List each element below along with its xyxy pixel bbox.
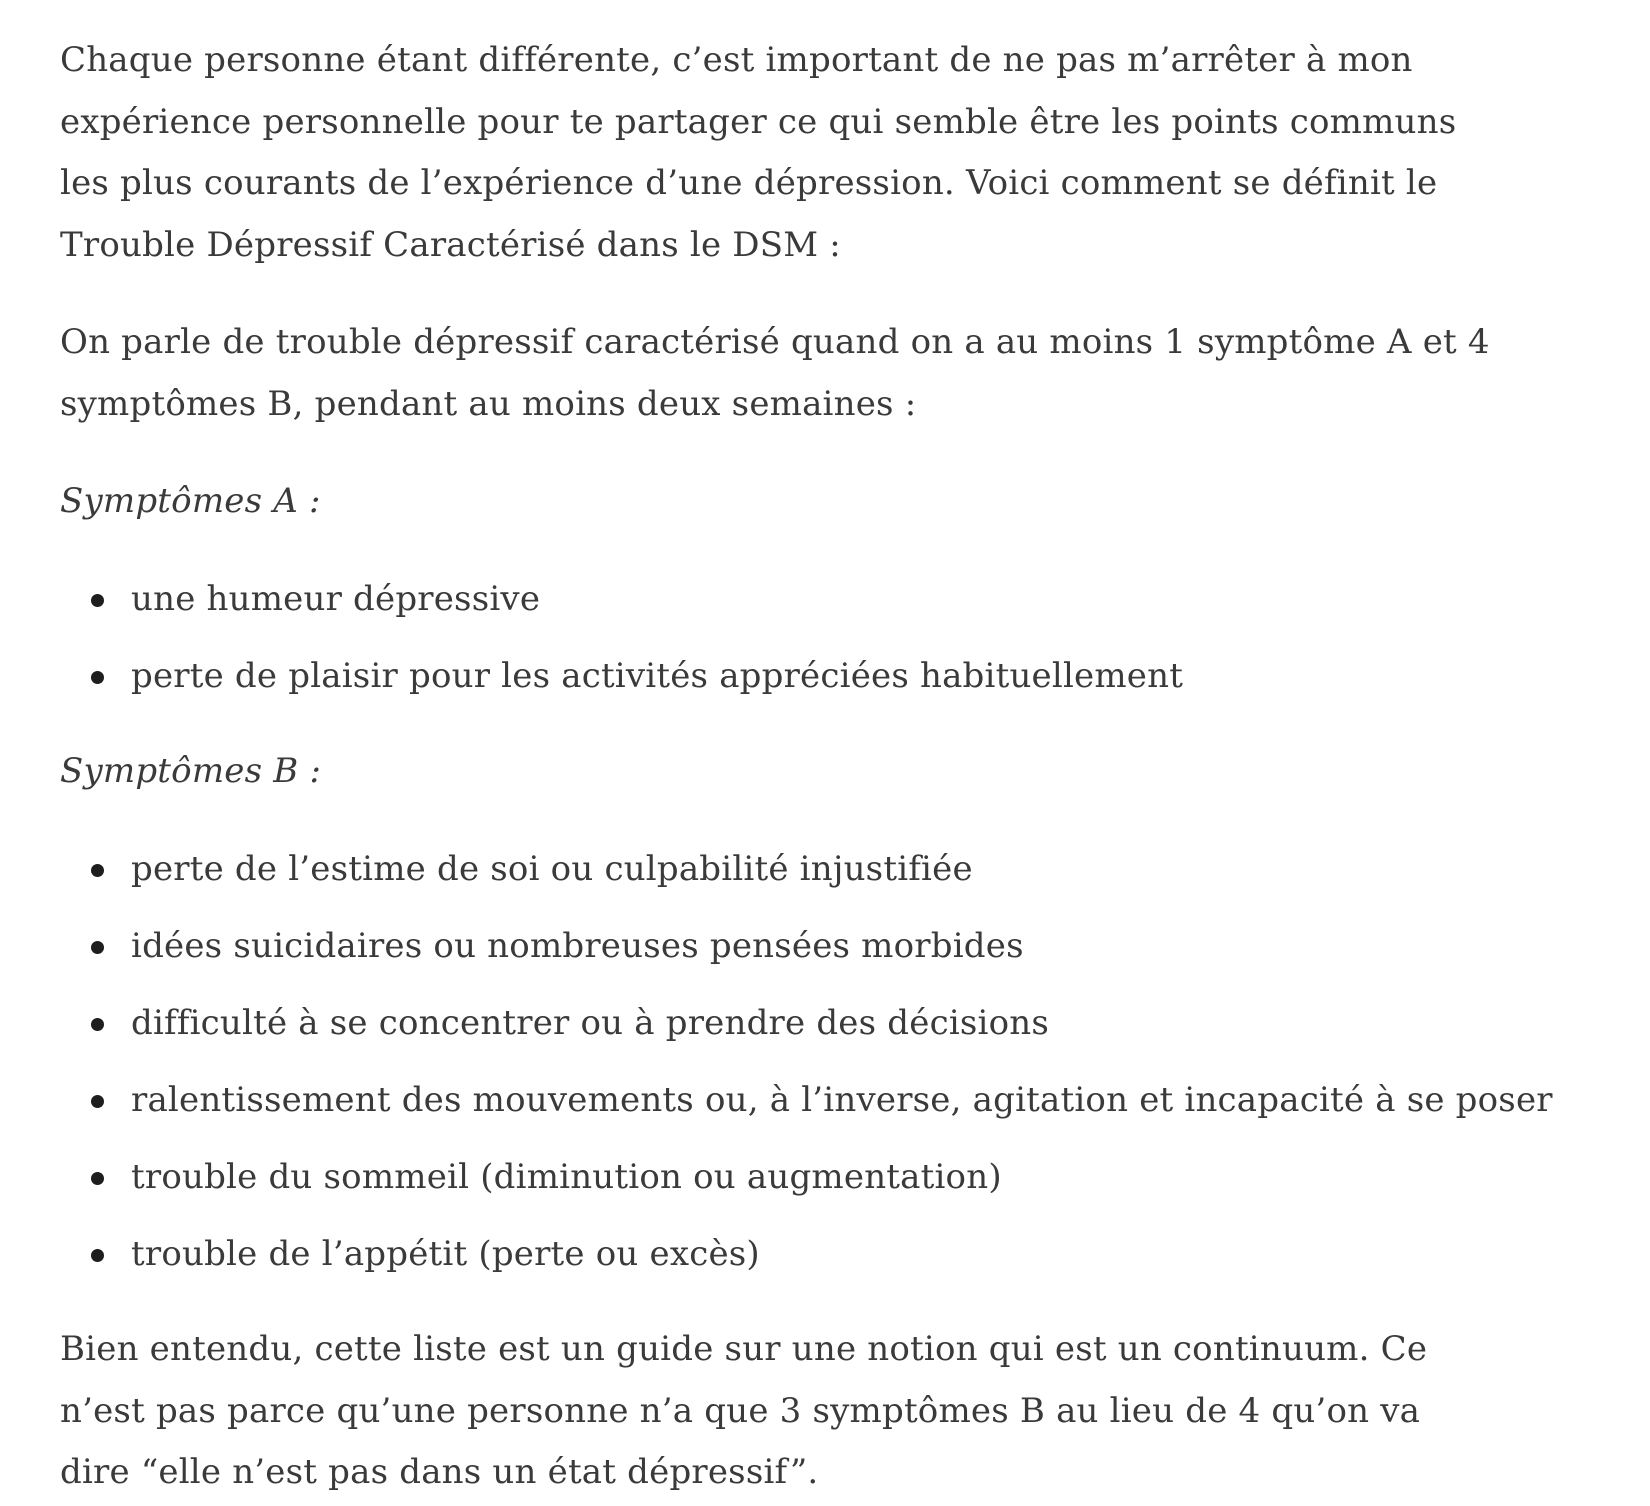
symptoms-b-list (60, 839, 1590, 1286)
symptoms-a-heading: Symptômes A : (60, 481, 321, 521)
list-item (60, 1070, 1590, 1132)
bullet-dot-icon (91, 1172, 104, 1185)
list-item (60, 1147, 1590, 1209)
bullet-dot-icon (91, 1018, 104, 1031)
list-item (60, 916, 1590, 978)
bullet-dot-icon (91, 1249, 104, 1262)
list-item (60, 1224, 1590, 1286)
list-item (60, 646, 1590, 708)
list-item-text: difficulté à se concentrer ou à prendre des décisions (131, 1002, 1050, 1043)
list-item-text: ralentissement des mouvements ou, à l’inverse, agitation et incapacité à se poser (131, 1079, 1553, 1120)
list-item (60, 839, 1590, 901)
bullet-dot-icon (91, 594, 104, 607)
bullet-dot-icon (91, 941, 104, 954)
definition-paragraph: On parle de trouble dépressif caractérisé quand on a au moins 1 symptôme A et 4 symptômes B, pendant au moins deux semaines : (60, 322, 1490, 424)
list-item-text: perte de l’estime de soi ou culpabilité injustifiée (131, 848, 973, 889)
list-item (60, 569, 1590, 631)
symptoms-b-heading: Symptômes B : (60, 751, 322, 791)
list-item-text: idées suicidaires ou nombreuses pensées morbides (131, 925, 1024, 966)
symptoms-a-list (60, 569, 1590, 708)
bullet-dot-icon (91, 864, 104, 877)
list-item-text: une humeur dépressive (131, 578, 541, 619)
list-item-text: trouble de l’appétit (perte ou excès) (131, 1233, 760, 1274)
bullet-dot-icon (91, 1095, 104, 1108)
intro-paragraph: Chaque personne étant différente, c’est important de ne pas m’arrêter à mon expérience personnelle pour te partager ce qui semble être les points communs les plus courants de l’expérience d’une dépression. Voici comment se définit le Trouble Dépressif Caractérisé dans le DSM : (60, 40, 1457, 265)
list-item-text: perte de plaisir pour les activités appréciées habituellement (131, 655, 1184, 696)
bullet-dot-icon (91, 671, 104, 684)
closing-paragraph: Bien entendu, cette liste est un guide sur une notion qui est un continuum. Ce n’est pas parce qu’une personne n’a que 3 symptômes B au lieu de 4 qu’on va dire “elle n’est pas dans un état dépressif”. (60, 1329, 1428, 1492)
list-item (60, 993, 1590, 1055)
list-item-text: trouble du sommeil (diminution ou augmentation) (131, 1156, 1002, 1197)
